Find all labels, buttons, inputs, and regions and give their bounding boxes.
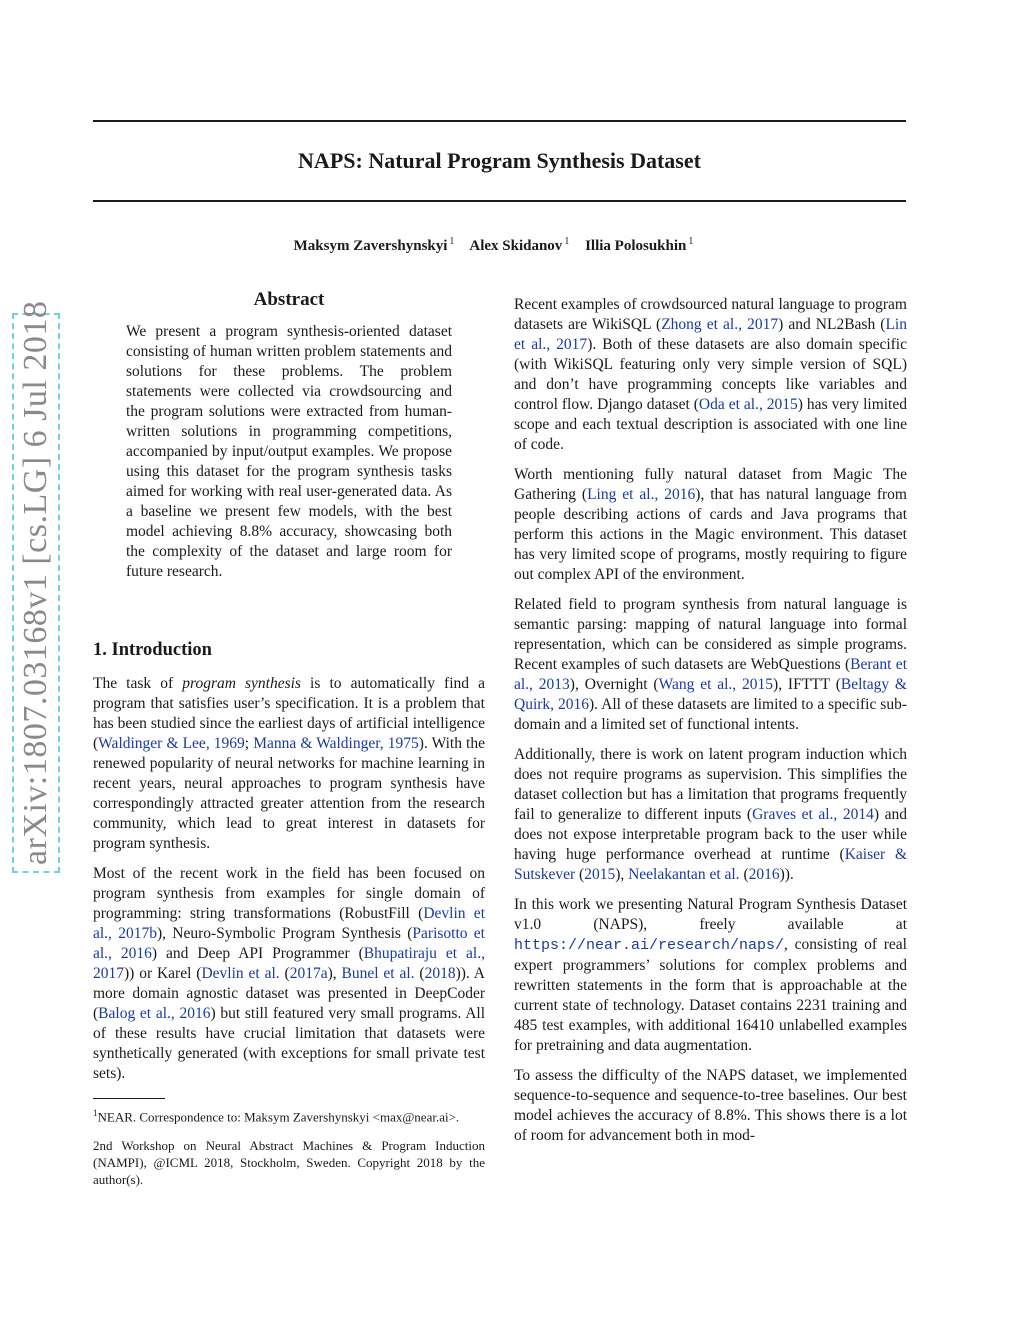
author-affiliation: 1 <box>688 236 694 247</box>
citation-link[interactable]: Ling et al., 2016 <box>587 486 696 503</box>
body-paragraph: In this work we presenting Natural Program Synthesis Dataset v1.0 (NAPS), freely available at https://near.ai/research/naps/, consisting of real expert programmers’ solutions for complex problems and rewritten statements in the form that is approachable at the current state of technology. Dataset contains 2231 training and 485 test examples, with additional 16410 unlabelled examples for pretraining and data augmentation. <box>514 896 907 1054</box>
citation-link[interactable]: Devlin et al., 2017b <box>93 905 485 942</box>
citation-link[interactable]: Manna & Waldinger, 1975 <box>253 735 419 752</box>
intro-paragraph: Most of the recent work in the field has been focused on program synthesis from examples for single domain of programming: string transformations (RobustFill (Devlin et al., 2017b), Neuro-Symbolic Program Synthesis (Parisotto et al., 2016) and Deep API Programmer (Bhupatiraju et al., 2017)) or Karel (Devlin et al. (2017a), Bunel et al. (2018)). A more domain agnostic dataset was presented in DeepCoder (Balog et al., 2016) but still featured very small programs. All of these results have crucial limitation that datasets were synthetically generated (with exceptions for small private test sets). <box>93 865 485 1082</box>
citation-link[interactable]: Zhong et al., 2017 <box>661 316 779 333</box>
author-name: Maksym Zavershynskyi <box>293 238 448 254</box>
citation-link[interactable]: 2017a <box>289 965 328 982</box>
abstract-text: We present a program synthesis-oriented dataset consisting of human written problem statements and solutions for these problems. The problem statements were collected via crowdsourcing and the program solutions were extracted from human-written solutions in programming competitions, accompanied by input/output examples. We propose using this dataset for the program synthesis tasks aimed for working with real user-generated data. As a baseline we present few models, with the best model achieving 8.8% accuracy, showcasing both the complexity of the dataset and large room for future research. <box>126 323 452 580</box>
left-column <box>93 290 485 1200</box>
abstract-heading: Abstract <box>253 289 325 310</box>
author-name: Alex Skidanov <box>469 238 563 254</box>
citation-link[interactable]: 2018 <box>424 965 456 982</box>
body-paragraph: Related field to program synthesis from natural language is semantic parsing: mapping of natural language into formal representation, which can be considered as simple programs. Recent examples of such datasets are WebQuestions (Berant et al., 2013), Overnight (Wang et al., 2015), IFTTT (Beltagy & Quirk, 2016). All of these datasets are limited to a specific sub-domain and a limited set of functional intents. <box>514 596 907 733</box>
section-heading-introduction: 1. Introduction <box>93 640 212 660</box>
right-column <box>514 295 907 1156</box>
citation-link[interactable]: Bunel et al. <box>341 965 415 982</box>
top-rule <box>93 120 906 122</box>
footnote-rule <box>93 1098 165 1099</box>
citation-link[interactable]: Berant et al., 2013 <box>514 656 907 693</box>
author-affiliation: 1 <box>449 236 455 247</box>
citation-link[interactable]: Waldinger & Lee, 1969 <box>98 735 245 752</box>
citation-link[interactable]: Oda et al., 2015 <box>698 396 798 413</box>
arxiv-stamp: arXiv:1807.03168v1 [cs.LG] 6 Jul 2018 <box>12 313 60 873</box>
footnote-venue: 2nd Workshop on Neural Abstract Machines & Program Induction (NAMPI), @ICML 2018, Stockholm, Sweden. Copyright 2018 by the author(s). <box>93 1138 485 1188</box>
footnote-correspondence: $^1$NEAR. Correspondence to: Maksym Zavershynskyi <max@near.ai>. <box>93 1108 460 1125</box>
dataset-url-link[interactable]: https://near.ai/research/naps/ <box>514 937 785 954</box>
citation-link[interactable]: Graves et al., 2014 <box>752 806 874 823</box>
citation-link[interactable]: Balog et al., 2016 <box>98 1005 211 1022</box>
author-list <box>93 236 906 255</box>
citation-link[interactable]: 2015 <box>584 866 616 883</box>
body-paragraph: To assess the difficulty of the NAPS dataset, we implemented sequence-to-sequence and sequence-to-tree baselines. Our best model achieves the accuracy of 8.8%. This shows there is a lot of room for advancement both in mod- <box>514 1067 907 1144</box>
title-bottom-rule <box>93 200 906 202</box>
author-name: Illia Polosukhin <box>585 238 687 254</box>
citation-link[interactable]: Lin et al., 2017 <box>514 316 907 353</box>
body-paragraph: Additionally, there is work on latent program induction which does not require programs as supervision. This simplifies the dataset collection but has a limitation that programs frequently fail to generalize to different inputs (Graves et al., 2014) and does not expose interpretable program back to the user while having huge performance overhead at runtime (Kaiser & Sutskever (2015), Neelakantan et al. (2016)). <box>514 746 908 883</box>
intro-paragraph: The task of program synthesis is to automatically find a program that satisfies user’s specification. It is a problem that has been studied since the earliest days of artificial intelligence (Waldinger & Lee, 1969; Manna & Waldinger, 1975). With the renewed popularity of neural networks for machine learning in recent years, neural approaches to program synthesis have correspondingly attracted greater attention from the research community, which lead to great interest in datasets for program synthesis. <box>93 675 485 852</box>
body-paragraph: Worth mentioning fully natural dataset from Magic The Gathering (Ling et al., 2016), that has natural language from people describing actions of cards and Java programs that perform this actions in the Magic environment. This dataset has very limited scope of programs, mostly requiring to figure out complex API of the environment. <box>514 466 907 583</box>
citation-link[interactable]: Kaiser & Sutskever <box>514 846 907 883</box>
citation-link[interactable]: Devlin et al. <box>201 965 280 982</box>
citation-link[interactable]: Neelakantan et al. <box>628 866 740 883</box>
paper-title: NAPS: Natural Program Synthesis Dataset <box>298 148 701 173</box>
citation-link[interactable]: Bhupatiraju et al., 2017 <box>93 945 485 982</box>
citation-link[interactable]: Wang et al., 2015 <box>658 676 774 693</box>
citation-link[interactable]: Parisotto et al., 2016 <box>93 925 485 962</box>
author-affiliation: 1 <box>564 236 570 247</box>
body-paragraph: Recent examples of crowdsourced natural language to program datasets are WikiSQL (Zhong et al., 2017) and NL2Bash (Lin et al., 2017). Both of these datasets are also domain specific (with WikiSQL featuring only very simple version of SQL) and don’t have programming concepts like variables and control flow. Django dataset (Oda et al., 2015) has very limited scope and each textual description is associated with one line of code. <box>514 296 907 453</box>
citation-link[interactable]: Beltagy & Quirk, 2016 <box>514 676 907 713</box>
citation-link[interactable]: 2016 <box>748 866 780 883</box>
